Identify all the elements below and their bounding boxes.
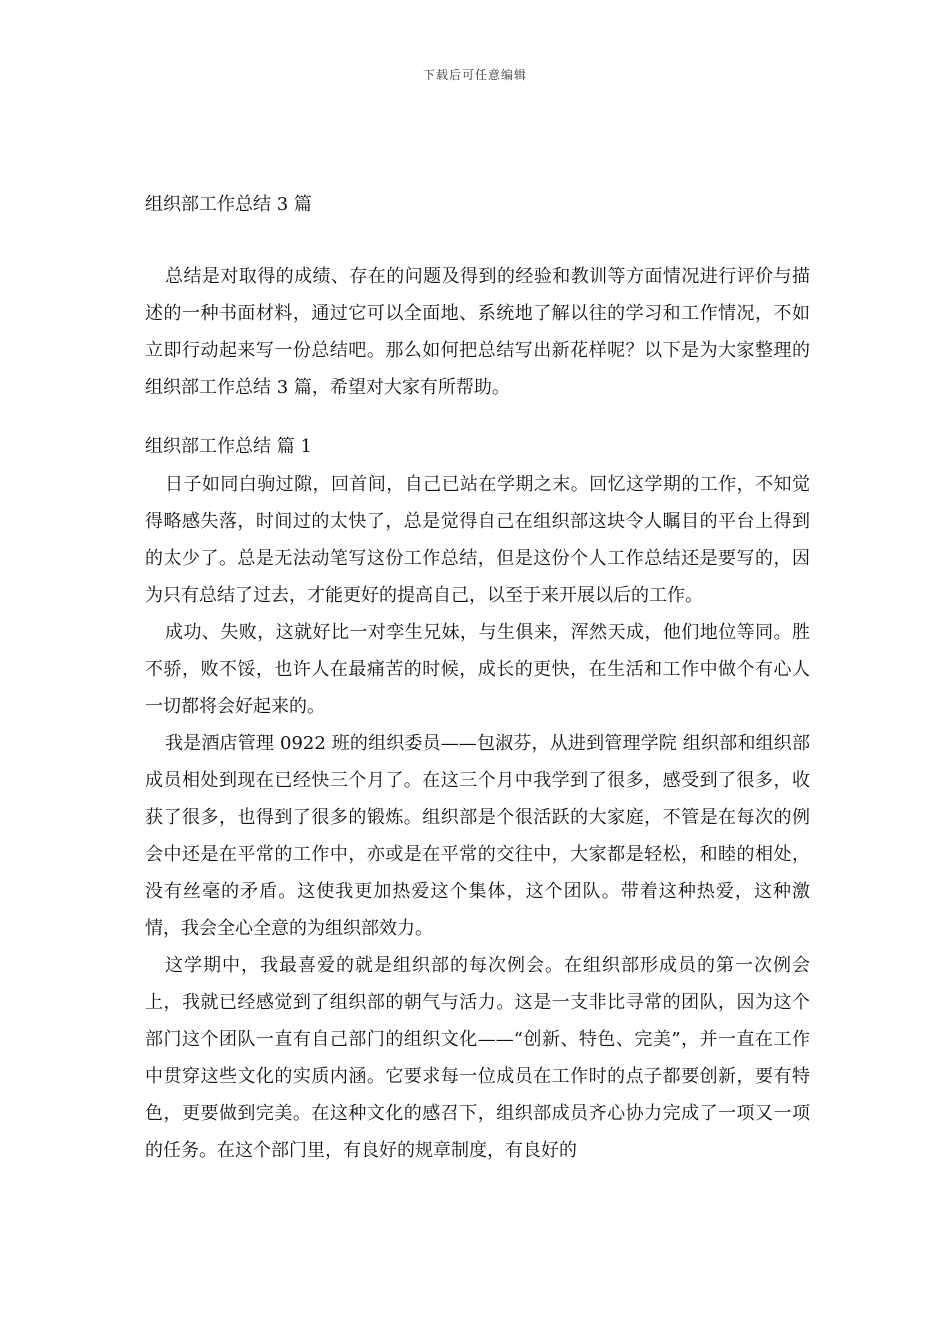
document-body <box>145 190 810 1169</box>
document-title: 组织部工作总结 3 篇 <box>145 194 312 215</box>
body-paragraph-4: 这学期中，我最喜爱的就是组织部的每次例会。在组织部形成员的第一次例会上，我就已经感觉到了组织部的朝气与活力。这是一支非比寻常的团队，因为这个部门这个团队一直有自己部门的组织文化——“创新、特色、完美”，并一直在工作中贯穿这些文化的实质内涵。它要求每一位成员在工作时的点子都要创新，要有特色，更要做到完美。在这种文化的感召下，组织部成员齐心协力完成了一项又一项的任务。在这个部门里，有良好的规章制度，有良好的 <box>145 955 810 1161</box>
body-paragraph-1: 日子如同白驹过隙，回首间，自己已站在学期之末。回忆这学期的工作，不知觉得略感失落，时间过的太快了，总是觉得自己在组织部这块令人瞩目的平台上得到的太少了。总是无法动笔写这份工作总结，但是这份个人工作总结还是要写的，因为只有总结了过去，才能更好的提高自己，以至于来开展以后的工作。 <box>145 474 810 606</box>
header-note: 下载后可任意编辑 <box>422 68 527 82</box>
intro-paragraph: 总结是对取得的成绩、存在的问题及得到的经验和教训等方面情况进行评价与描述的一种书面材料，通过它可以全面地、系统地了解以往的学习和工作情况，不如立即行动起来写一份总结吧。那么如何把总结写出新花样呢？以下是为大家整理的组织部工作总结 3 篇，希望对大家有所帮助。 <box>145 266 810 398</box>
body-paragraph-3: 我是酒店管理 0922 班的组织委员——包淑芬，从进到管理学院 组织部和组织部成员相处到现在已经快三个月了。在这三个月中我学到了很多，感受到了很多，收获了很多，也得到了很多的锻炼。组织部是个很活跃的大家庭，不管是在每次的例会中还是在平常的工作中，亦或是在平常的交往中，大家都是轻松，和睦的相处，没有丝毫的矛盾。这使我更加热爱这个集体，这个团队。带着这种热爱，这种激情，我会全心全意的为组织部效力。 <box>145 733 810 939</box>
section-title: 组织部工作总结 篇 1 <box>145 436 312 457</box>
body-paragraph-2: 成功、失败，这就好比一对孪生兄妹，与生俱来，浑然天成，他们地位等同。胜不骄，败不馁，也许人在最痛苦的时候，成长的更快，在生活和工作中做个有心人一切都将会好起来的。 <box>145 622 810 717</box>
